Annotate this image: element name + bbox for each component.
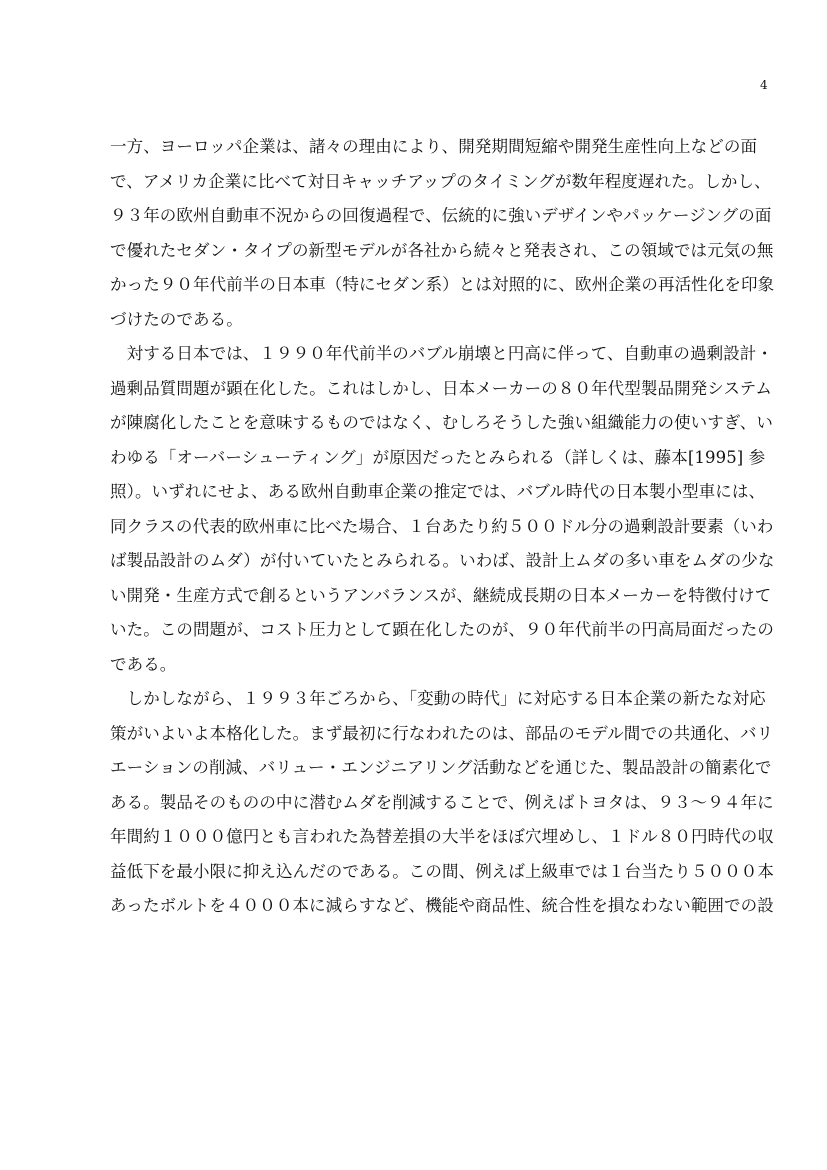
text-line: である。 bbox=[110, 654, 177, 674]
text-line: で優れたセダン・タイプの新型モデルが各社から続々と発表され、この領域では元気の無 bbox=[110, 240, 774, 260]
text-line: エーションの削減、バリュー・エンジニアリング活動などを通じた、製品設計の簡素化で bbox=[110, 758, 772, 777]
text-line: 策がいよいよ本格化した。まず最初に行なわれたのは、部品のモデル間での共通化、バリ bbox=[110, 723, 774, 743]
text-line: 同クラスの代表的欧州車に比べた場合、１台あたり約５００ドル分の過剰設計要素（いわ bbox=[110, 516, 774, 536]
text-line: ば製品設計のムダ）が付いていたとみられる。いわば、設計上ムダの多い車をムダの少な bbox=[110, 551, 775, 570]
text-line: いた。この問題が、コスト圧力として顕在化したのが、９０年代前半の円高局面だったの bbox=[110, 620, 774, 639]
text-line: 照）。いずれにせよ、ある欧州自動車企業の推定では、バブル時代の日本製小型車には、 bbox=[110, 482, 766, 501]
text-line: が陳腐化したことを意味するものではなく、むしろそうした強い組織能力の使いすぎ、い bbox=[110, 413, 774, 432]
text-line: 益低下を最小限に抑え込んだのである。この間、例えば上級車では１台当たり５０００本 bbox=[110, 861, 774, 881]
text-line: しかしながら、１９９３年ごろから、「変動の時代」に対応する日本企業の新たな対応 bbox=[110, 689, 766, 708]
body-text bbox=[110, 130, 780, 924]
text-line: で、アメリカ企業に比べて対日キャッチアップのタイミングが数年程度遅れた。しかし、 bbox=[110, 171, 771, 191]
text-line: づけたのである。 bbox=[110, 309, 243, 329]
page-number: 4 bbox=[760, 78, 768, 92]
text-line: 年間約１０００億円とも言われた為替差損の大半をほぼ穴埋めし、１ドル８０円時代の収 bbox=[110, 827, 774, 846]
text-line: わゆる「オーバーシューティング」が原因だったとみられる（詳しくは、藤本[1995] 参 bbox=[110, 447, 766, 467]
text-line: あったボルトを４０００本に減らすなど、機能や商品性、統合性を損なわない範囲での設 bbox=[110, 896, 774, 915]
text-line: い開発・生産方式で創るというアンバランスが、継続成長期の日本メーカーを特徴付けて bbox=[110, 585, 772, 605]
text-line: ある。製品そのものの中に潜むムダを削減することで、例えばトヨタは、９３～９４年に bbox=[110, 792, 774, 812]
text-line: 対する日本では、１９９０年代前半のバブル崩壊と円高に伴って、自動車の過剰設計・ bbox=[110, 344, 774, 363]
text-line: ９３年の欧州自動車不況からの回復過程で、伝統的に強いデザインやパッケージングの面 bbox=[110, 206, 772, 225]
text-line: かった９０年代前半の日本車（特にセダン系）とは対照的に、欧州企業の再活性化を印象 bbox=[110, 275, 775, 294]
text-line: 一方、ヨーロッパ企業は、諸々の理由により、開発期間短縮や開発生産性向上などの面 bbox=[110, 137, 758, 156]
text-line: 過剰品質問題が顕在化した。これはしかし、日本メーカーの８０年代型製品開発システム bbox=[110, 378, 773, 398]
